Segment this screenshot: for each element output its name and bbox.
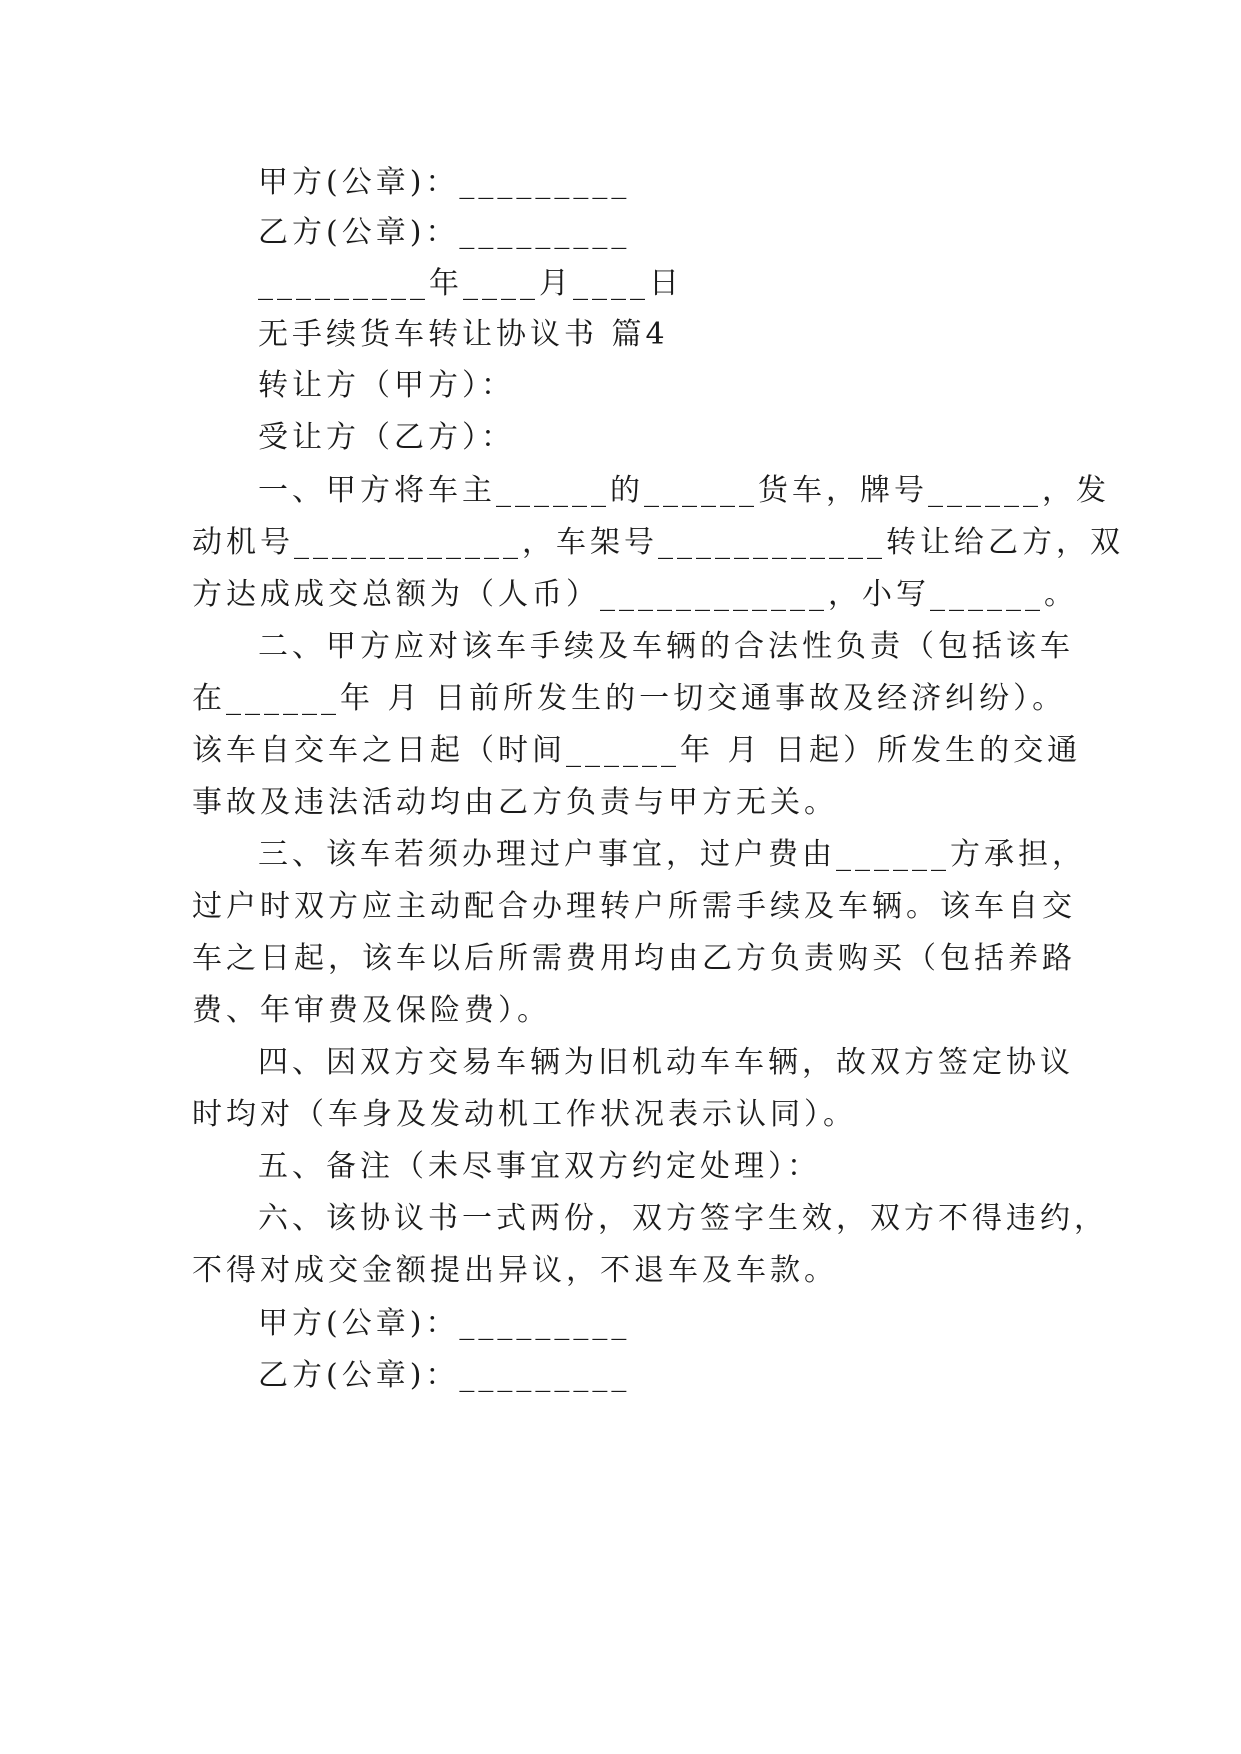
clause-1-line-3: 方达成成交总额为（人币）____________，小写______。	[192, 577, 1078, 612]
section-title: 无手续货车转让协议书 篇4	[258, 317, 669, 352]
clause-5-line: 五、备注（未尽事宜双方约定处理）：	[258, 1149, 821, 1184]
clause-3-line-2: 过户时双方应主动配合办理转户所需手续及车辆。该车自交	[192, 889, 1076, 924]
clause-3-line-1: 三、该车若须办理过户事宜，过户费由______方承担，	[258, 837, 1086, 872]
clause-6-line-2: 不得对成交金额提出异议，不退车及车款。	[192, 1253, 838, 1288]
party-a-seal-line: 甲方(公章)：_________	[258, 165, 631, 200]
clause-3-line-3: 车之日起，该车以后所需费用均由乙方负责购买（包括养路	[192, 941, 1076, 976]
clause-2-line-2: 在______年 月 日前所发生的一切交通事故及经济纠纷）。	[192, 681, 1067, 716]
date-line: _________年____月____日	[258, 266, 683, 301]
transferor-line: 转让方（甲方）：	[258, 368, 515, 403]
clause-2-line-1: 二、甲方应对该车手续及车辆的合法性负责（包括该车	[258, 629, 1074, 664]
party-b-seal-line: 乙方(公章)：_________	[258, 215, 631, 250]
clause-2-line-3: 该车自交车之日起（时间______年 月 日起）所发生的交通	[192, 733, 1082, 768]
clause-1-line-1: 一、甲方将车主______的______货车，牌号______，发	[258, 473, 1110, 508]
clause-6-line-1: 六、该协议书一式两份，双方签字生效，双方不得违约，	[258, 1201, 1108, 1236]
transferee-line: 受让方（乙方）：	[258, 420, 515, 455]
clause-4-line-2: 时均对（车身及发动机工作状况表示认同）。	[192, 1097, 857, 1132]
clause-1-line-2: 动机号____________，车架号____________转让给乙方，双	[192, 525, 1124, 560]
party-a-seal-line-bottom: 甲方(公章)：_________	[258, 1306, 631, 1341]
party-b-seal-line-bottom: 乙方(公章)：_________	[258, 1358, 631, 1393]
clause-3-line-4: 费、年审费及保险费）。	[192, 993, 551, 1028]
clause-2-line-4: 事故及违法活动均由乙方负责与甲方无关。	[192, 785, 838, 820]
clause-4-line-1: 四、因双方交易车辆为旧机动车车辆，故双方签定协议	[258, 1045, 1074, 1080]
